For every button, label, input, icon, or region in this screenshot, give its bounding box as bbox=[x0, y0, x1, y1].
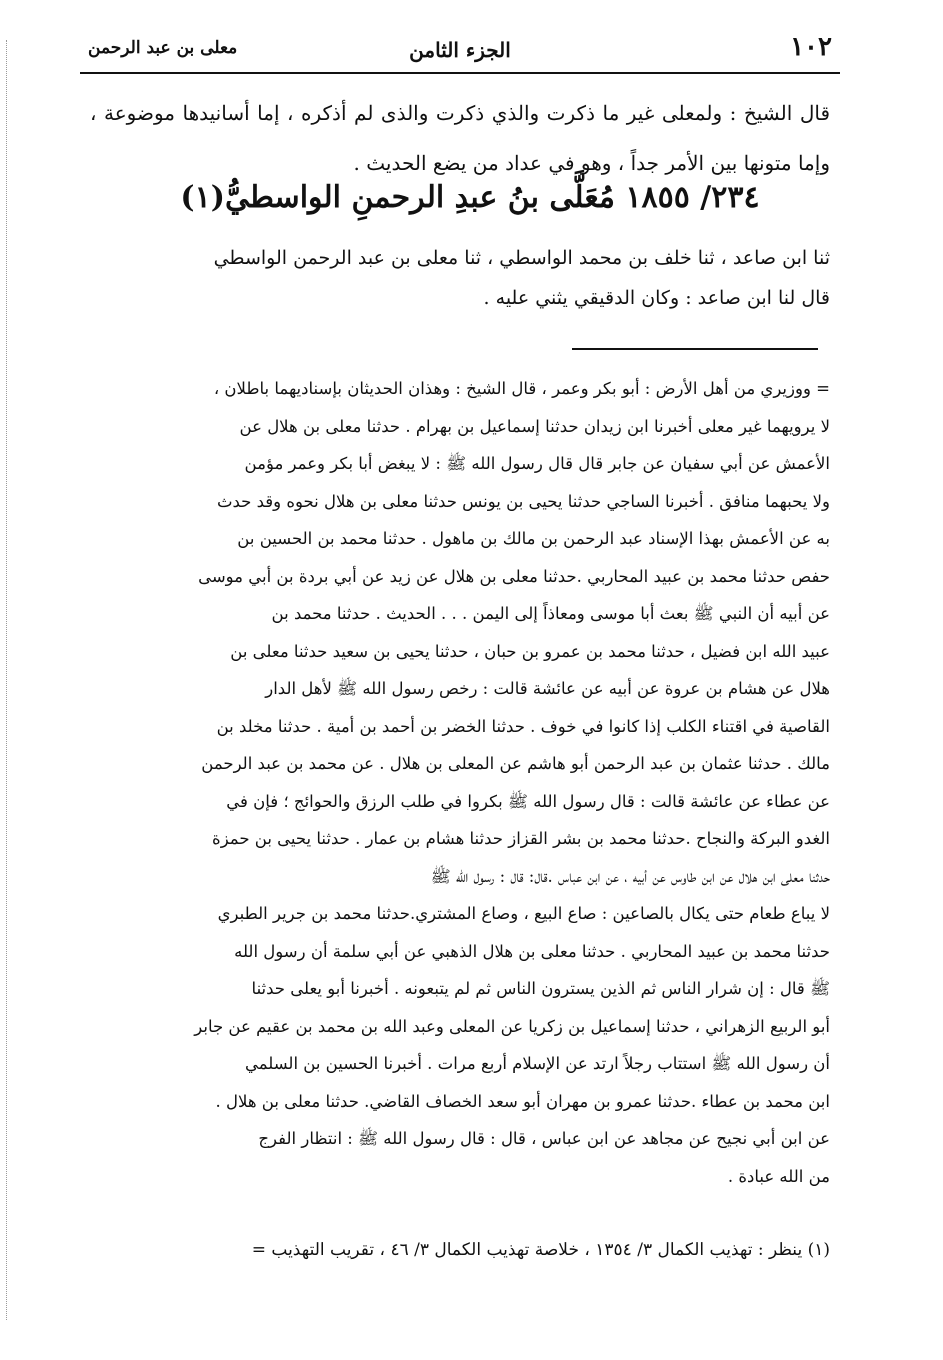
entry-line: قال لنا ابن صاعد : وكان الدقيقي يثني عليه . bbox=[483, 287, 830, 309]
margin-dotted-line bbox=[6, 40, 11, 1320]
note-line: القاصية في اقتناء الكلب إذا كانوا في خوف . حدثنا الخضر بن أحمد بن أمية . حدثنا مخلد بن bbox=[216, 716, 830, 736]
volume-label: الجزء الثامن bbox=[409, 38, 511, 62]
note-line: ابن محمد بن عطاء .حدثنا عمرو بن مهران أبو سعد الخصاف القاضي. حدثنا معلى بن هلال . bbox=[215, 1091, 830, 1111]
note-line: لا يباع طعام حتى يكال بالصاعين : صاع البيع ، وصاع المشتري.حدثنا محمد بن جرير الطبري bbox=[217, 904, 830, 923]
note-line: الأعمش عن أبي سفيان عن جابر قال قال رسول الله ﷺ : لا يبغض أبا بكر وعمر مؤمن bbox=[244, 454, 830, 473]
note-line: = ووزيري من أهل الأرض : أبو بكر وعمر ، قال الشيخ : وهذان الحديثان بإسناديهما باطلان ، bbox=[213, 379, 830, 398]
note-line: عن أبيه أن النبي ﷺ بعث أبا موسى ومعاذاً إلى اليمن . . . الحديث . حدثنا محمد بن bbox=[271, 604, 830, 623]
note-line: عن عطاء عن عائشة قالت : قال رسول الله ﷺ بكروا في طلب الرزق والحوائج ؛ فإن في bbox=[226, 791, 830, 811]
note-line: من الله عبادة . bbox=[727, 1166, 830, 1186]
notes-section bbox=[90, 370, 830, 1195]
note-line: الغدو البركة والنجاح .حدثنا محمد بن بشر القزاز حدثنا هشام بن عمار . حدثنا يحيى بن حمزة bbox=[212, 829, 830, 848]
note-line: أبو الربيع الزهراني ، حدثنا إسماعيل بن زكريا عن المعلى وعبد الله بن محمد بن عقيم عن جابر bbox=[194, 1016, 830, 1036]
note-line: حفص حدثنا محمد بن عبيد المحاربي .حدثنا معلى بن هلال عن زيد عن أبي بردة بن أبي موسى bbox=[198, 566, 830, 586]
page-header bbox=[80, 28, 840, 74]
footnote-text: (١) ينظر : تهذيب الكمال ٣/ ١٣٥٤ ، خلاصة تهذيب الكمال ٣/ ٤٦ ، تقريب التهذيب = bbox=[251, 1240, 830, 1260]
intro-paragraph: قال الشيخ : ولمعلى غير ما ذكرت والذي ذكرت والذى لم أذكره ، إما أسانيدها موضوعة ، وإما متونها بين الأمر جداً ، وهو في عداد من يضع الحديث . bbox=[90, 101, 830, 175]
page-number: ١٠٢ bbox=[790, 32, 832, 62]
note-line: لا يرويهما غير معلى أخبرنا ابن زيدان حدثنا إسماعيل بن بهرام . حدثنا معلى بن هلال عن bbox=[239, 416, 830, 436]
note-line: هلال عن هشام بن عروة عن أبيه عن عائشة قالت : رخص رسول الله ﷺ لأهل الدار bbox=[265, 679, 830, 698]
note-line: ﷺ قال : إن شرار الناس ثم الذين يسترون الناس ثم لم يتبعونه . أخبرنا أبو يعلى حدثنا bbox=[251, 979, 830, 998]
note-line: عن ابن أبي نجيح عن مجاهد عن ابن عباس ، قال : قال رسول الله ﷺ : انتظار الفرج bbox=[258, 1129, 830, 1148]
footnote-separator bbox=[572, 348, 818, 350]
note-line: به عن الأعمش بهذا الإسناد عبد الرحمن بن مالك بن ماهول . حدثنا محمد بن الحسين بن bbox=[237, 529, 830, 548]
note-line: حدثنا معلى ابن هلال عن ابن طاوس عن أبيه ، عن ابن عباس .قال: قال : رسول الله ﷺ bbox=[430, 866, 830, 886]
entry-title: ٢٣٤/ ١٨٥٥ مُعَلَّى بنُ عبدِ الرحمنِ الواسطيُّ(١) bbox=[180, 180, 760, 215]
note-line: ولا يحبهما منافق . أخبرنا الساجي حدثنا يحيى بن يونس حدثنا معلى بن هلال نحوه وقد حدث bbox=[216, 491, 830, 511]
entry-line: ثنا ابن صاعد ، ثنا خلف بن محمد الواسطي ، ثنا معلى بن عبد الرحمن الواسطي bbox=[213, 247, 830, 269]
note-line: مالك . حدثنا عثمان بن عبد الرحمن أبو هاشم عن المعلى بن هلال . عن محمد بن عبد الرحمن bbox=[201, 754, 830, 773]
footnote bbox=[90, 1232, 830, 1268]
note-line: حدثنا محمد بن عبيد المحاربي . حدثنا معلى بن هلال الذهبي عن أبي سلمة أن رسول الله bbox=[234, 941, 830, 961]
note-line: أن رسول الله ﷺ استتاب رجلاً ارتد عن الإسلام أربع مرات . أخبرنا الحسين بن السلمي bbox=[244, 1054, 830, 1073]
running-title: معلى بن عبد الرحمن bbox=[88, 38, 238, 58]
entry-body bbox=[90, 238, 830, 318]
note-line: عبيد الله ابن فضيل ، حدثنا محمد بن عمرو بن حبان ، حدثنا يحيى بن سعيد حدثنا معلى بن bbox=[230, 641, 830, 661]
intro-section bbox=[90, 88, 830, 188]
